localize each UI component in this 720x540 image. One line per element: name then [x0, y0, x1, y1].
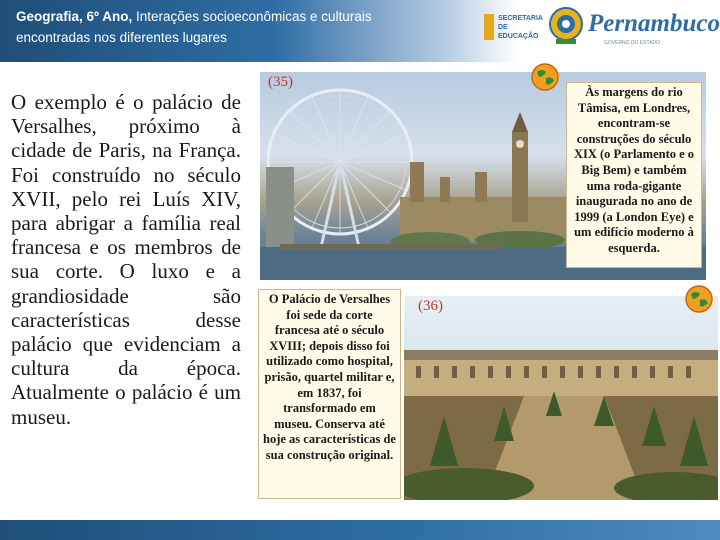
- main-paragraph: O exemplo é o palácio de Versalhes, próximo à cidade de Paris, na França. Foi construído no século XVII, pelo rei Luís XIV, para abrigar a família real francesa e os membros de sua corte. O luxo e a grandiosidade são características desse palácio que evidenciam a cultura da época. Atualmente o palácio é um museu.: [11, 90, 241, 429]
- slide-header: [0, 0, 720, 62]
- slide-title-subject: Geografia, 6º Ano,: [16, 9, 133, 24]
- pernambuco-seal-icon: [548, 6, 584, 46]
- secretaria-educacao-logo: [484, 10, 544, 44]
- figure-number-london: (35): [268, 74, 293, 90]
- versailles-scene-illustration: [404, 296, 718, 500]
- slide-title-topic: Interações socioeconômicas e culturais encontradas nos diferentes lugares: [16, 9, 372, 45]
- slide-title: [16, 6, 416, 48]
- secretaria-logo-mark: [484, 14, 494, 40]
- pernambuco-logo-name: Pernambuco: [588, 10, 720, 37]
- globe-icon: [684, 284, 714, 314]
- secretaria-logo-text: SECRETARIA DE EDUCAÇÃO: [498, 15, 543, 40]
- slide-footer-bar: [0, 520, 720, 540]
- caption-london: Às margens do rio Tâmisa, em Londres, encontram-se construções do século XIX (o Parlamento e o Big Bem) e também uma roda-gigante inaugurada no ano de 1999 (a London Eye) e um edifício moderno à esquerda.: [566, 82, 702, 268]
- pernambuco-logo: [548, 6, 718, 52]
- globe-icon: [530, 62, 560, 92]
- versailles-photo: [404, 296, 718, 500]
- pernambuco-logo-sub: GOVERNO DO ESTADO: [604, 40, 661, 46]
- caption-versailles: O Palácio de Versalhes foi sede da corte francesa até o século XVIII; depois disso foi utilizado como hospital, prisão, quartel militar e, em 1837, foi transformado em museu. Conserva até hoje as características de sua construção original.: [258, 289, 401, 499]
- figure-number-versailles: (36): [418, 298, 443, 314]
